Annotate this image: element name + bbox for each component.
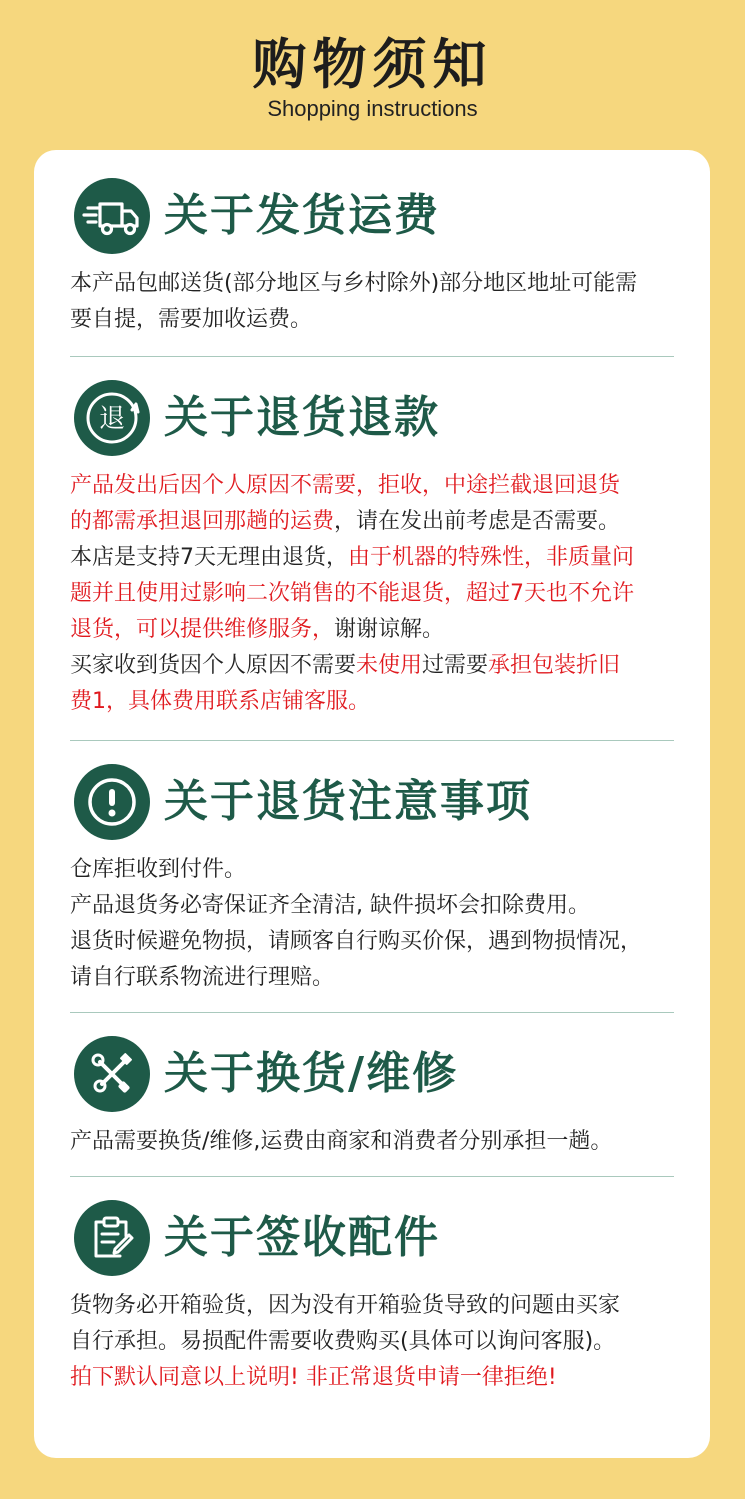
- text-run: 拍下默认同意以上说明! 非正常退货申请一律拒绝!: [70, 1365, 557, 1390]
- text-run: ，请在发出前考虑是否需要。: [334, 509, 621, 534]
- section-body: [70, 266, 690, 338]
- text-line: [70, 612, 690, 648]
- text-line: [70, 540, 690, 576]
- page-title: 购物须知: [252, 33, 493, 96]
- text-run: 退货，可以提供维修服务，: [70, 617, 335, 642]
- text-run: 费1，具体费用联系店铺客服。: [70, 689, 370, 714]
- text-run: 题并且使用过影响二次销售的不能退货，超过7天也不允许: [70, 581, 634, 606]
- text-run: 产品退货务必寄保证齐全清洁, 缺件损坏会扣除费用。: [70, 893, 590, 918]
- text-run: 承担包装折旧: [488, 653, 621, 678]
- text-run: 货物务必开箱验货，因为没有开箱验货导致的问题由买家: [70, 1293, 621, 1318]
- text-run: 本产品包邮送货(部分地区与乡村除外)部分地区地址可能需: [70, 271, 638, 296]
- section-header: [34, 178, 710, 258]
- text-line: [70, 888, 690, 924]
- instructions-card: [34, 150, 710, 1458]
- section-body: [70, 1288, 690, 1396]
- text-line: [70, 266, 690, 302]
- text-run: 自行承担。易损配件需要收费购买(具体可以询问客服)。: [70, 1329, 616, 1354]
- divider: [70, 1176, 674, 1177]
- text-run: 买家收到货因个人原因不需要: [70, 653, 357, 678]
- section-header: [34, 1200, 710, 1280]
- section-header: [34, 1036, 710, 1116]
- text-line: [70, 1124, 690, 1160]
- tools-icon: [74, 1036, 150, 1112]
- section-body: [70, 468, 690, 720]
- divider: [70, 1012, 674, 1013]
- section-title: 关于换货/维修: [164, 1048, 459, 1099]
- text-run: 谢谢谅解。: [334, 617, 445, 642]
- warning-icon: [74, 764, 150, 840]
- text-line: [70, 1324, 690, 1360]
- text-run: 由于机器的特殊性，非质量问: [348, 545, 635, 570]
- text-run: 的都需承担退回那趟的运费: [70, 509, 335, 534]
- text-line: [70, 1360, 690, 1396]
- section-body: [70, 1124, 690, 1160]
- text-line: [70, 504, 690, 540]
- page-subtitle: Shopping instructions: [267, 96, 478, 121]
- section-title: 关于退货退款: [164, 392, 440, 443]
- text-line: [70, 648, 690, 684]
- section-title: 关于退货注意事项: [164, 776, 532, 827]
- section-title: 关于签收配件: [164, 1212, 440, 1263]
- text-run: 产品发出后因个人原因不需要，拒收，中途拦截退回退货: [70, 473, 621, 498]
- text-line: [70, 576, 690, 612]
- section-body: [70, 852, 690, 996]
- text-run: 过需要: [422, 653, 489, 678]
- clipboard-icon: [74, 1200, 150, 1276]
- text-line: [70, 852, 690, 888]
- divider: [70, 740, 674, 741]
- text-run: 退货时候避免物损，请顾客自行购买价保，遇到物损情况，: [70, 929, 643, 954]
- text-line: [70, 924, 690, 960]
- text-line: [70, 302, 690, 338]
- text-run: 产品需要换货/维修,运费由商家和消费者分别承担一趟。: [70, 1129, 613, 1154]
- text-line: [70, 468, 690, 504]
- text-run: 请自行联系物流进行理赔。: [70, 965, 335, 990]
- text-run: 未使用: [356, 653, 423, 678]
- text-line: [70, 960, 690, 996]
- truck-icon: [74, 178, 150, 254]
- refund-icon-glyph: 退: [98, 404, 126, 434]
- refund-icon: [74, 380, 150, 456]
- text-run: 要自提，需要加收运费。: [70, 307, 313, 332]
- section-header: [34, 380, 710, 460]
- section-title: 关于发货运费: [164, 190, 440, 241]
- section-header: [34, 764, 710, 844]
- text-run: 本店是支持7天无理由退货，: [70, 545, 348, 570]
- divider: [70, 356, 674, 357]
- text-line: [70, 1288, 690, 1324]
- text-run: 仓库拒收到付件。: [70, 857, 247, 882]
- text-line: [70, 684, 690, 720]
